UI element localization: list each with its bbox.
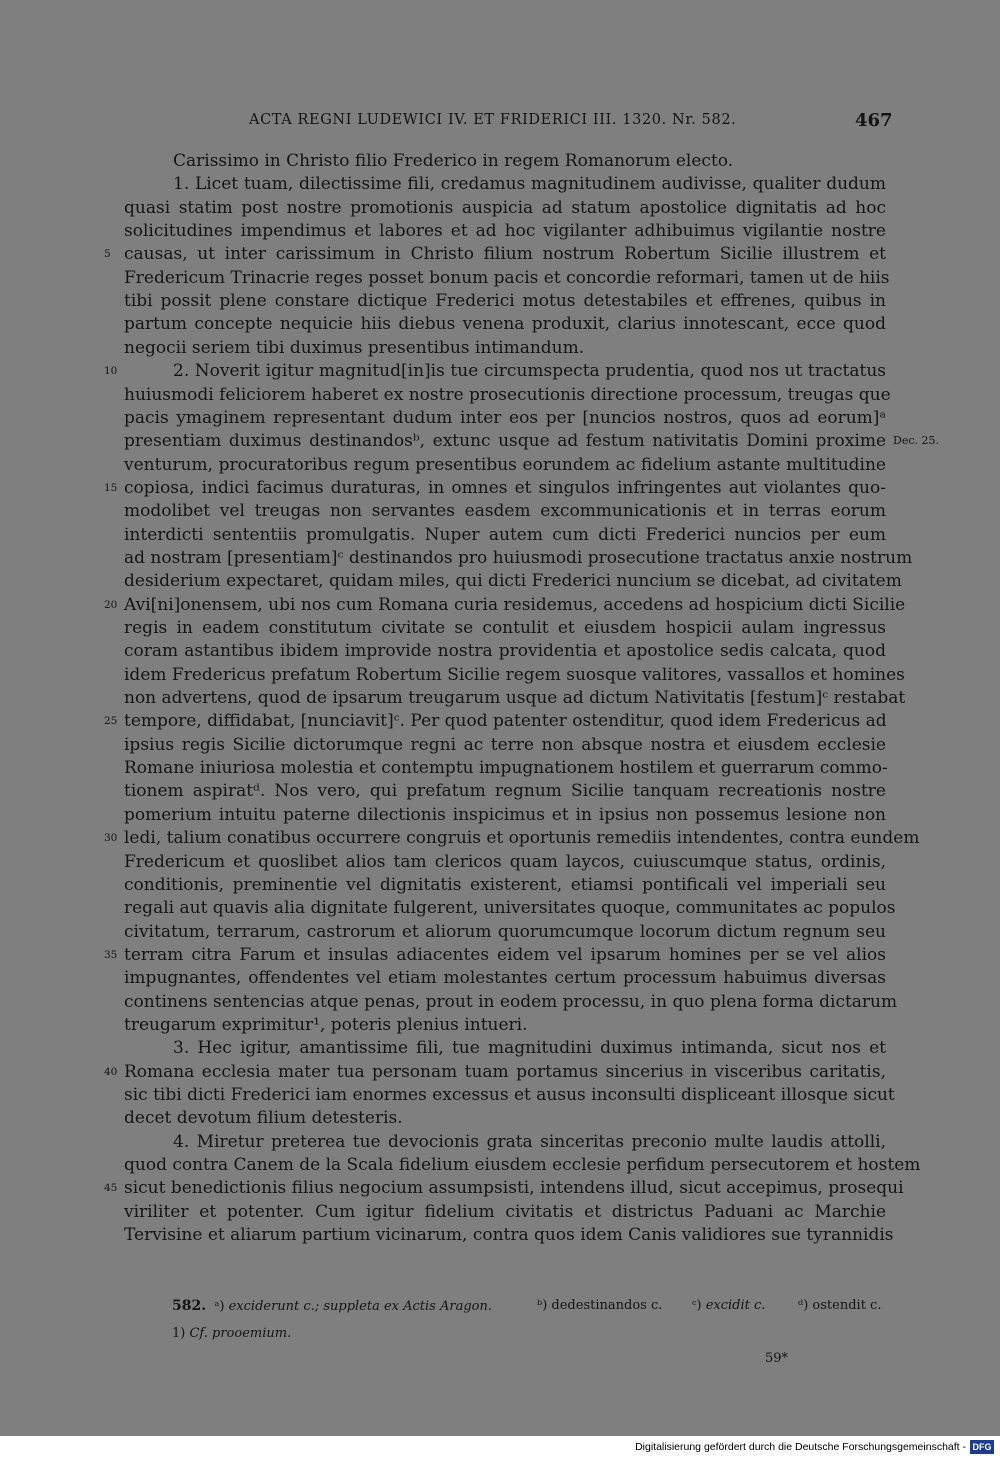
text-line: pacis ymaginem representant dudum inter eos per [nuncios nostros, quos ad eorum]ᵃ bbox=[124, 408, 886, 428]
text-line: ipsius regis Sicilie dictorumque regni ac terre non absque nostra et eiusdem ecclesie bbox=[124, 735, 886, 755]
running-title: ACTA REGNI LUDEWICI IV. ET FRIDERICI III. 1320. Nr. 582. bbox=[249, 112, 737, 128]
text-line: viriliter et potenter. Cum igitur fidelium civitatis et districtus Paduani ac Marchie bbox=[124, 1202, 886, 1222]
text-line: quod contra Canem de la Scala fidelium eiusdem ecclesie perfidum persecutorem et hostem bbox=[124, 1155, 921, 1175]
text-line: huiusmodi feliciorem haberet ex nostre prosecutionis directione processum, treugas que bbox=[124, 385, 891, 405]
text-line: 2. Noverit igitur magnitud[in]is tue circumspecta prudentia, quod nos ut tractatus bbox=[173, 361, 886, 381]
text-line: tibi possit plene constare dictique Frederici motus detestabiles et effrenes, quibus in bbox=[124, 291, 886, 311]
margin-date-note: Dec. 25. bbox=[893, 434, 939, 447]
footnote-a-mark: ᵃ) bbox=[214, 1299, 225, 1314]
footnote-c-text: excidit c. bbox=[705, 1298, 766, 1313]
text-line: Fredericum Trinacrie reges posset bonum pacis et concordie reformari, tamen ut de hiis bbox=[124, 268, 890, 288]
dfg-logo: DFG bbox=[970, 1440, 994, 1454]
footnote-doc-number: 582. bbox=[172, 1298, 207, 1314]
footnote-b-mark: ᵇ) bbox=[537, 1298, 548, 1313]
text-line: Fredericum et quoslibet alios tam clericos quam laycos, cuiuscumque status, ordinis, bbox=[124, 852, 886, 872]
line-number: 35 bbox=[104, 949, 118, 961]
page-header bbox=[0, 108, 1000, 136]
text-line: ledi, talium conatibus occurrere congruis et oportunis remediis intendentes, contra eundem bbox=[124, 828, 920, 848]
footnote-1-text: Cf. prooemium. bbox=[189, 1326, 292, 1341]
text-line: Carissimo in Christo filio Frederico in regem Romanorum electo. bbox=[173, 151, 734, 171]
signature-mark: 59* bbox=[765, 1351, 789, 1366]
text-line: treugarum exprimitur¹, poteris plenius intueri. bbox=[124, 1015, 528, 1035]
footnote-d-mark: ᵈ) bbox=[798, 1298, 809, 1313]
text-line: sicut benedictionis filius negocium assumpsisti, intendens illud, sicut accepimus, prosequi bbox=[124, 1178, 904, 1198]
line-number: 20 bbox=[104, 599, 118, 611]
text-line: 4. Miretur preterea tue devocionis grata sinceritas preconio multe laudis attolli, bbox=[173, 1132, 886, 1152]
line-number: 15 bbox=[104, 482, 118, 494]
digitization-footer bbox=[0, 1436, 1000, 1460]
text-line: idem Fredericus prefatum Robertum Sicilie regem suosque valitores, vassallos et homines bbox=[124, 665, 905, 685]
footnote-c-mark: ᶜ) bbox=[692, 1298, 702, 1313]
text-line: decet devotum filium detesteris. bbox=[124, 1108, 403, 1128]
text-line: tempore, diffidabat, [nunciavit]ᶜ. Per quod patenter ostenditur, quod idem Fredericus ad bbox=[124, 711, 887, 731]
text-line: desiderium expectaret, quidam miles, qui dicti Frederici nuncium se dicebat, ad civitatem bbox=[124, 571, 902, 591]
text-line: quasi statim post nostre promotionis auspicia ad statum apostolice dignitatis ad hoc bbox=[124, 198, 886, 218]
text-line: solicitudines impendimus et labores et ad hoc vigilanter adhibuimus vigilantie nostre bbox=[124, 221, 886, 241]
text-line: non advertens, quod de ipsarum treugarum usque ad dictum Nativitatis [festum]ᶜ restabat bbox=[124, 688, 906, 708]
text-line: 3. Hec igitur, amantissime fili, tue magnitudini duximus intimanda, sicut nos et bbox=[173, 1038, 886, 1058]
text-line: partum concepte nequicie hiis diebus venena produxit, clarius innotescant, ecce quod bbox=[124, 314, 886, 334]
text-line: venturum, procuratoribus regum presentibus eorundem ac fidelium astante multitudine bbox=[124, 455, 886, 475]
text-line: interdicti sententiis promulgatis. Nuper autem cum dicti Frederici nuncios per eum bbox=[124, 525, 886, 545]
text-line: coram astantibus ibidem improvide nostra providentia et apostolice sedis calcata, quod bbox=[124, 641, 886, 661]
text-line: tionem aspiratᵈ. Nos vero, qui prefatum regnum Sicilie tanquam recreationis nostre bbox=[124, 781, 886, 801]
footnote-d bbox=[798, 1296, 881, 1316]
text-line: Romana ecclesia mater tua personam tuam portamus sincerius in visceribus caritatis, bbox=[124, 1062, 886, 1082]
text-line: causas, ut inter carissimum in Christo filium nostrum Robertum Sicilie illustrem et bbox=[124, 244, 886, 264]
text-line: sic tibi dicti Frederici iam enormes excessus et ausus inconsulti displiceant illosque sicut bbox=[124, 1085, 895, 1105]
line-number: 5 bbox=[104, 248, 111, 260]
footnote-block bbox=[172, 1296, 492, 1317]
text-line: civitatum, terrarum, castrorum et aliorum quorumcumque locorum dictum regnum seu bbox=[124, 922, 886, 942]
footnote-b bbox=[537, 1296, 662, 1316]
line-number: 40 bbox=[104, 1066, 118, 1078]
text-line: continens sentencias atque penas, prout in eodem processu, in quo plena forma dictarum bbox=[124, 992, 898, 1012]
funding-credit: Digitalisierung gefördert durch die Deutsche Forschungsgemeinschaft - bbox=[635, 1441, 966, 1453]
text-line: copiosa, indici facimus duraturas, in omnes et singulos infringentes aut violantes quo- bbox=[124, 478, 886, 498]
footnote-1-mark: 1) bbox=[172, 1326, 186, 1341]
footnote-c bbox=[692, 1296, 765, 1316]
text-line: modolibet vel treugas non servantes easdem excommunicationis et in terras eorum bbox=[124, 501, 886, 521]
line-number: 30 bbox=[104, 832, 118, 844]
text-line: negocii seriem tibi duximus presentibus intimandum. bbox=[124, 338, 585, 358]
line-number: 25 bbox=[104, 715, 118, 727]
text-line: impugnantes, offendentes vel etiam molestantes certum processum habuimus diversas bbox=[124, 968, 886, 988]
text-line: regali aut quavis alia dignitate fulgerent, universitates quoque, communitates ac populos bbox=[124, 898, 896, 918]
text-line: regis in eadem constitutum civitate se contulit et eiusdem hospicii aulam ingressus bbox=[124, 618, 886, 638]
text-line: ad nostram [presentiam]ᶜ destinandos pro huiusmodi prosecutione tractatus anxie nostrum bbox=[124, 548, 913, 568]
footnote-d-text: ostendit c. bbox=[812, 1298, 882, 1313]
line-number: 10 bbox=[104, 365, 118, 377]
text-line: 1. Licet tuam, dilectissime fili, credamus magnitudinem audivisse, qualiter dudum bbox=[173, 174, 886, 194]
text-line: Avi[ni]onensem, ubi nos cum Romana curia residemus, accedens ad hospicium dicti Sicilie bbox=[124, 595, 906, 615]
line-number: 45 bbox=[104, 1182, 118, 1194]
text-line: Tervisine et aliarum partium vicinarum, contra quos idem Canis validiores sue tyrannidis bbox=[124, 1225, 894, 1245]
text-line: pomerium intuitu paterne dilectionis inspicimus et in ipsius non possemus lesione non bbox=[124, 805, 886, 825]
text-line: presentiam duximus destinandosᵇ, extunc usque ad festum nativitatis Domini proxime bbox=[124, 431, 886, 451]
footnote-a-text: exciderunt c.; suppleta ex Actis Aragon. bbox=[228, 1299, 492, 1314]
page-number: 467 bbox=[855, 110, 893, 131]
text-line: Romane iniuriosa molestia et contemptu impugnationem hostilem et guerrarum commo- bbox=[124, 758, 888, 778]
text-line: terram citra Farum et insulas adiacentes eidem vel ipsarum homines per se vel alios bbox=[124, 945, 886, 965]
footnote-b-text: dedestinandos c. bbox=[551, 1298, 663, 1313]
footnote-1 bbox=[172, 1324, 291, 1344]
text-line: conditionis, preminentie vel dignitatis existerent, etiamsi pontificali vel imperiali seu bbox=[124, 875, 886, 895]
